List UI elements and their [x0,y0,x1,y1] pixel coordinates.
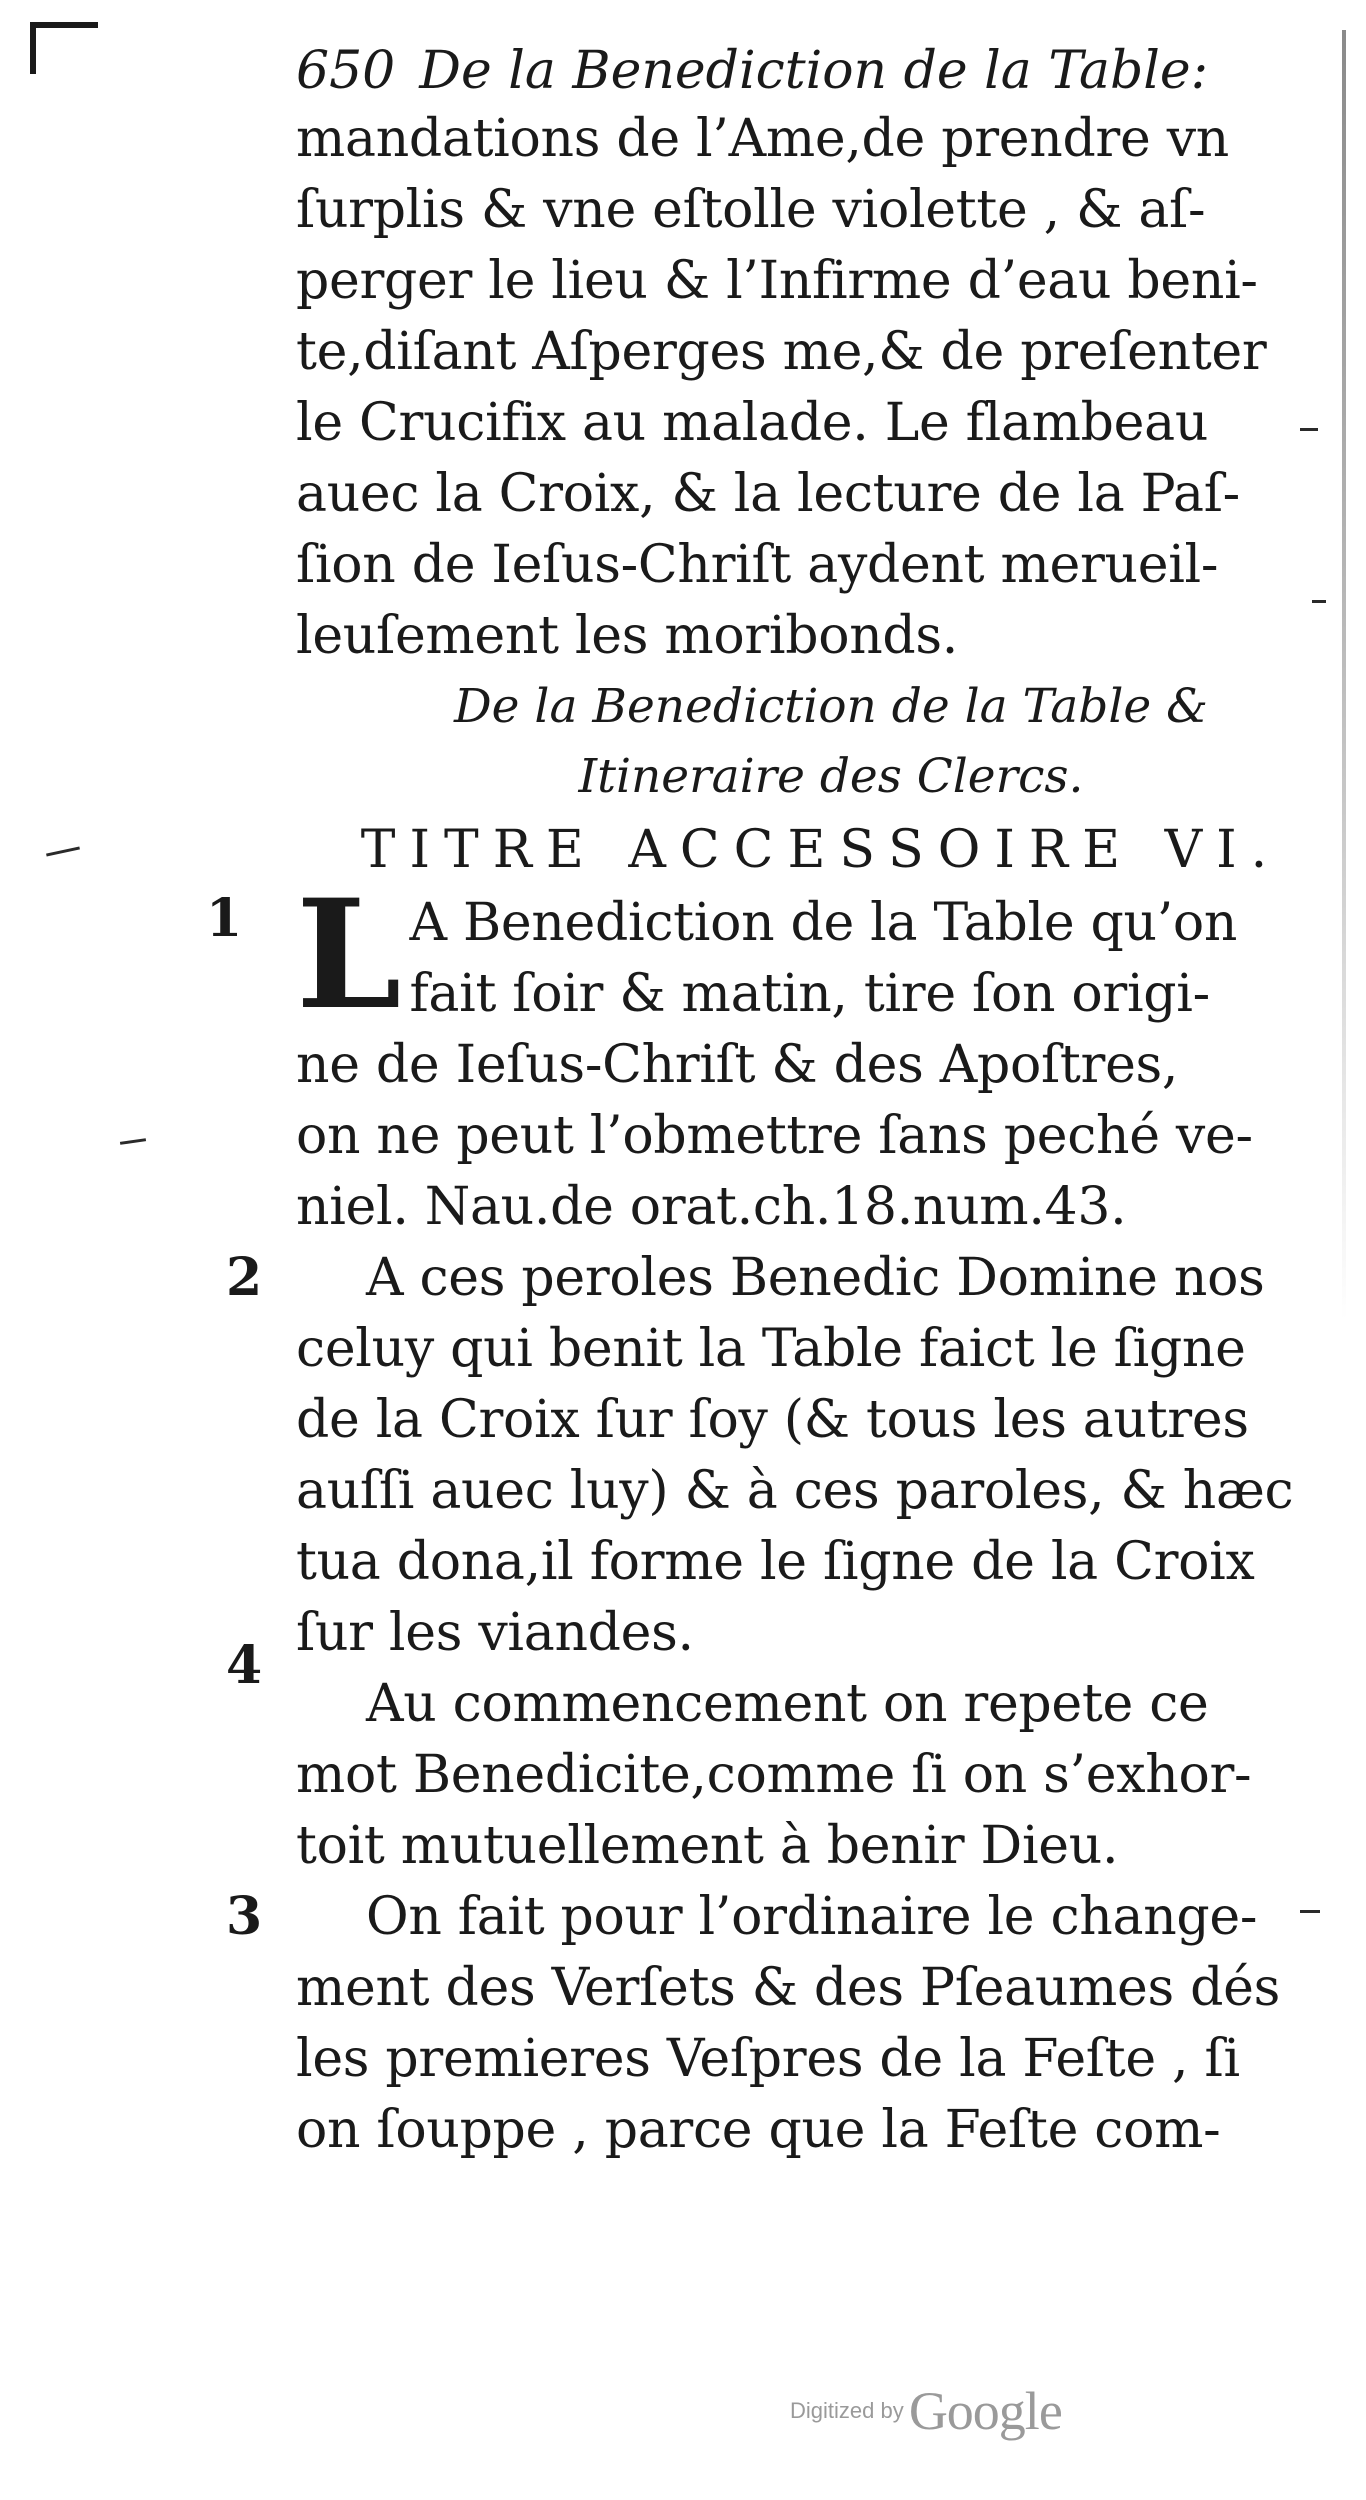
text-line: on ſouppe , parce que la Feſte com- [296,2100,1221,2160]
text-line: fait ſoir & matin, tire ſon origi- [409,964,1210,1024]
margin-number: 2 [226,1247,263,1308]
continued-paragraph [296,104,1326,672]
text-line: le Crucifix au malade. Le flambeau [296,393,1209,453]
paragraph-1 [206,867,1326,1243]
running-title: De la Benediction de la Table: [419,41,1209,101]
margin-number: 3 [226,1886,263,1947]
text-line: ment des Verſets & des Pſeaumes dés [296,1958,1280,2018]
margin-number: 4 [226,1635,263,1696]
text-line: mot Benedicite,comme ſi on s’exhor- [296,1745,1252,1805]
text-line: on ne peut l’obmettre ſans peché ve- [296,1106,1253,1166]
google-digitized-watermark [790,2380,1062,2442]
text-line: leuſement les moribonds. [296,606,959,666]
text-line: les premieres Veſpres de la Feſte , ſi [296,2029,1240,2089]
text-line: auſſi auec luy) & à ces paroles, & hæc [296,1461,1294,1521]
text-column [206,38,1326,2166]
watermark-prefix: Digitized by [790,2398,904,2423]
text-line: niel. Nau.de orat.ch.18.num.43. [296,1177,1127,1237]
google-logo: Google [908,2381,1062,2441]
page-edge-shadow [1342,30,1346,1320]
running-header [296,38,1326,104]
paragraph-2 [226,1243,1326,1669]
text-line: tua dona,il forme le ſigne de la Croix [296,1532,1255,1592]
margin-number: 1 [206,888,243,949]
text-line: On fait pour l’ordinaire le change- [366,1887,1258,1947]
scan-speck [46,846,80,856]
section-heading [296,672,1326,888]
text-line: mandations de l’Ame,de prendre vn [296,109,1229,169]
scan-speck [120,1138,146,1145]
paragraph-3 [226,1635,1326,1882]
text-line: toit mutuellement à benir Dieu. [296,1816,1119,1876]
text-line: perger le lieu & l’Infirme d’eau beni- [296,251,1258,311]
text-line: ne de Ieſus-Chriſt & des Apoſtres, [296,1035,1179,1095]
text-line: A Benediction de la Table qu’on [409,893,1238,953]
titre-label: TITRE ACCESSOIRE VI. [360,820,1282,880]
section-title-line-2: Itineraire des Clercs. [578,749,1084,804]
text-line: Au commencement on repete ce [366,1674,1209,1734]
section-title-line-1: De la Benediction de la Table & [454,679,1208,734]
paragraph-4 [226,1882,1326,2166]
text-line: celuy qui benit la Table faict le ſigne [296,1319,1246,1379]
scan-corner-mark [30,22,98,74]
text-line: de la Croix ſur ſoy (& tous les autres [296,1390,1249,1450]
page-number: 650 [296,41,396,101]
text-line: ſur les viandes. [296,1603,694,1663]
drop-cap: L [296,867,402,1043]
text-line: ſion de Ieſus-Chriſt aydent merueil- [296,535,1219,595]
text-line: auec la Croix, & la lecture de la Paſ- [296,464,1240,524]
text-line: A ces peroles Benedic Domine nos [366,1248,1265,1308]
text-line: ſurplis & vne eſtolle violette , & aſ- [296,180,1206,240]
text-line: te,diſant Aſperges me,& de preſenter [296,322,1267,382]
